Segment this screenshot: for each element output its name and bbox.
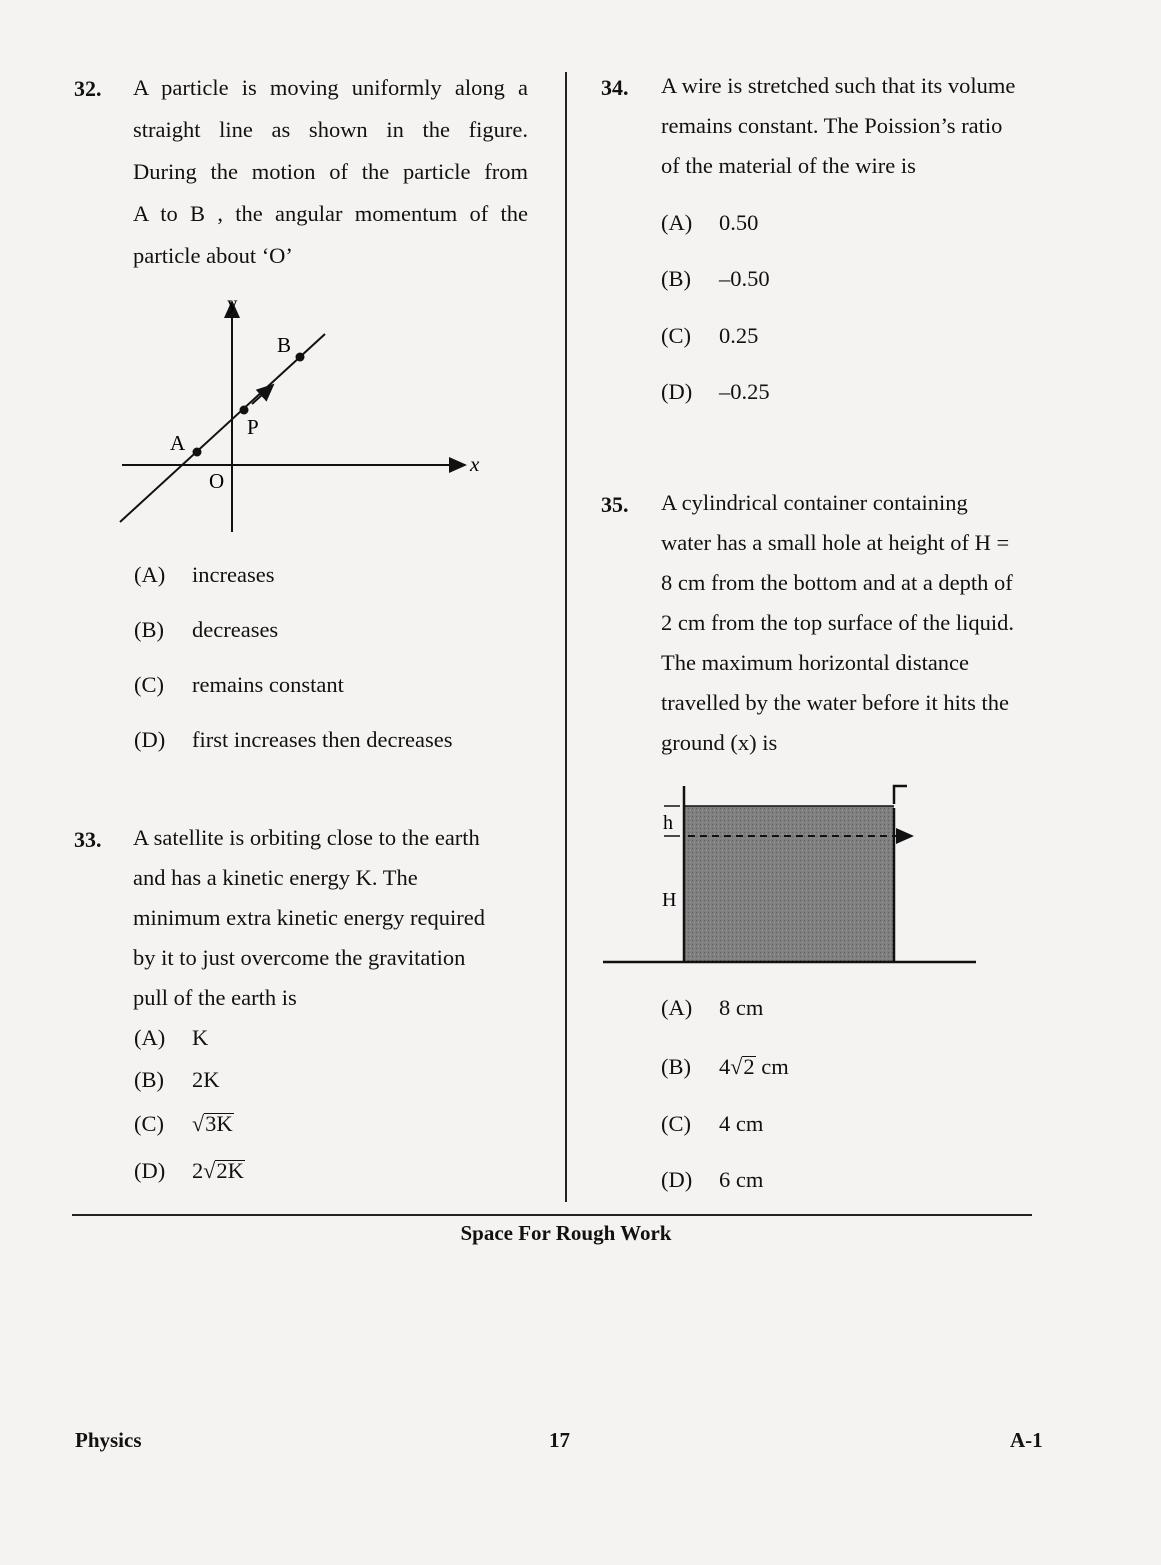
q35-line: The maximum horizontal distance <box>661 650 970 675</box>
q32-line: A particle is moving uniformly along a <box>133 75 528 100</box>
q32-line: particle about ‘O’ <box>133 243 293 268</box>
unit: cm <box>755 1054 789 1079</box>
option-label: (C) <box>661 323 691 348</box>
option-label: (B) <box>134 1067 164 1092</box>
footer-code: A-1 <box>1010 1428 1043 1452</box>
direction-arrow <box>252 385 273 404</box>
option-text: first increases then decreases <box>192 727 453 752</box>
q32-option-d <box>134 727 453 753</box>
option-text: K <box>192 1025 209 1050</box>
point-b <box>296 353 305 362</box>
q35-option-d <box>661 1167 763 1193</box>
page-rule <box>72 1214 1032 1216</box>
sqrt-sign: √ <box>203 1158 216 1183</box>
q32-line: straight line as shown in the figure. <box>133 117 528 142</box>
q34-option-b <box>661 266 770 292</box>
q33-line: and has a kinetic energy K. The <box>133 865 418 890</box>
rough-work-label: Space For Rough Work <box>460 1221 672 1245</box>
q32-number: 32. <box>74 76 102 101</box>
coefficient: 2 <box>192 1158 204 1183</box>
trajectory-line <box>120 334 325 522</box>
q32-option-c <box>134 672 344 698</box>
option-label: (C) <box>134 672 164 697</box>
y-label: y <box>227 291 238 315</box>
point-p-label: P <box>247 415 259 439</box>
column-divider <box>565 72 567 1202</box>
point-a <box>193 448 202 457</box>
q35-figure <box>600 780 990 970</box>
option-text: 0.25 <box>719 323 759 348</box>
point-a-label: A <box>170 431 186 455</box>
q32-option-a <box>134 562 274 588</box>
option-label: (A) <box>134 562 166 587</box>
q34-text <box>661 66 1061 186</box>
option-label: (A) <box>134 1025 166 1050</box>
coefficient: 4 <box>719 1054 731 1079</box>
q33-option-b <box>134 1067 220 1093</box>
q35-option-c <box>661 1111 763 1137</box>
q35-text <box>661 483 1061 763</box>
q32-option-b <box>134 617 278 643</box>
option-text: increases <box>192 562 275 587</box>
option-label: (D) <box>134 1158 166 1183</box>
q33-option-d <box>134 1158 245 1184</box>
option-text: 4 cm <box>719 1111 764 1136</box>
q34-number: 34. <box>601 75 629 100</box>
option-label: (B) <box>134 617 164 642</box>
option-label: (B) <box>661 1054 691 1079</box>
point-b-label: B <box>277 333 292 357</box>
footer-subject: Physics <box>75 1428 142 1452</box>
option-label: (C) <box>134 1111 164 1136</box>
q35-line: ground (x) is <box>661 730 778 755</box>
option-label: (A) <box>661 210 693 235</box>
option-label: (D) <box>661 379 693 404</box>
q35-option-a <box>661 995 763 1021</box>
sqrt-sign: √ <box>730 1054 743 1079</box>
q33-text <box>133 818 533 1018</box>
radicand: 3K <box>205 1111 233 1136</box>
option-label: (D) <box>661 1167 693 1192</box>
footer-page-number: 17 <box>549 1428 570 1452</box>
q33-line: minimum extra kinetic energy required <box>133 905 485 930</box>
q34-option-d <box>661 379 770 405</box>
q35-line: A cylindrical container containing <box>661 490 968 515</box>
q34-option-c <box>661 323 758 349</box>
option-text: 2K <box>192 1067 220 1092</box>
h-label: h <box>663 812 673 834</box>
q32-line: A to B , the angular momentum of the <box>133 201 528 226</box>
q33-option-a <box>134 1025 208 1051</box>
option-label: (B) <box>661 266 691 291</box>
option-text: –0.50 <box>719 266 770 291</box>
option-text: 8 cm <box>719 995 764 1020</box>
sqrt-sign: √ <box>192 1111 205 1136</box>
q33-line: pull of the earth is <box>133 985 297 1010</box>
q35-line: water has a small hole at height of H = <box>661 530 1010 555</box>
H-label: H <box>662 889 677 911</box>
option-text: 6 cm <box>719 1167 764 1192</box>
q35-number: 35. <box>601 492 629 517</box>
option-text: remains constant <box>192 672 344 697</box>
q35-line: 8 cm from the bottom and at a depth of <box>661 570 1013 595</box>
q34-line: remains constant. The Poission’s ratio <box>661 113 1003 138</box>
q32-line: During the motion of the particle from <box>133 159 528 184</box>
q32-text <box>133 67 528 277</box>
q33-number: 33. <box>74 827 102 852</box>
option-text: decreases <box>192 617 279 642</box>
q35-option-b <box>661 1054 789 1080</box>
option-label: (D) <box>134 727 166 752</box>
option-label: (A) <box>661 995 693 1020</box>
q32-figure <box>110 290 500 540</box>
q34-line: A wire is stretched such that its volume <box>661 73 1016 98</box>
container-lip <box>894 786 907 804</box>
q33-line: A satellite is orbiting close to the earth <box>133 825 480 850</box>
option-label: (C) <box>661 1111 691 1136</box>
origin-label: O <box>209 469 225 493</box>
radicand: 2 <box>743 1054 755 1079</box>
q33-line: by it to just overcome the gravitation <box>133 945 466 970</box>
point-p <box>240 406 249 415</box>
q33-option-c <box>134 1111 234 1137</box>
option-text: 0.50 <box>719 210 759 235</box>
q34-option-a <box>661 210 758 236</box>
water-body <box>684 806 894 962</box>
radicand: 2K <box>216 1158 244 1183</box>
q35-line: travelled by the water before it hits the <box>661 690 1009 715</box>
q35-line: 2 cm from the top surface of the liquid. <box>661 610 1015 635</box>
q34-line: of the material of the wire is <box>661 153 916 178</box>
x-label: x <box>470 452 480 476</box>
option-text: –0.25 <box>719 379 770 404</box>
